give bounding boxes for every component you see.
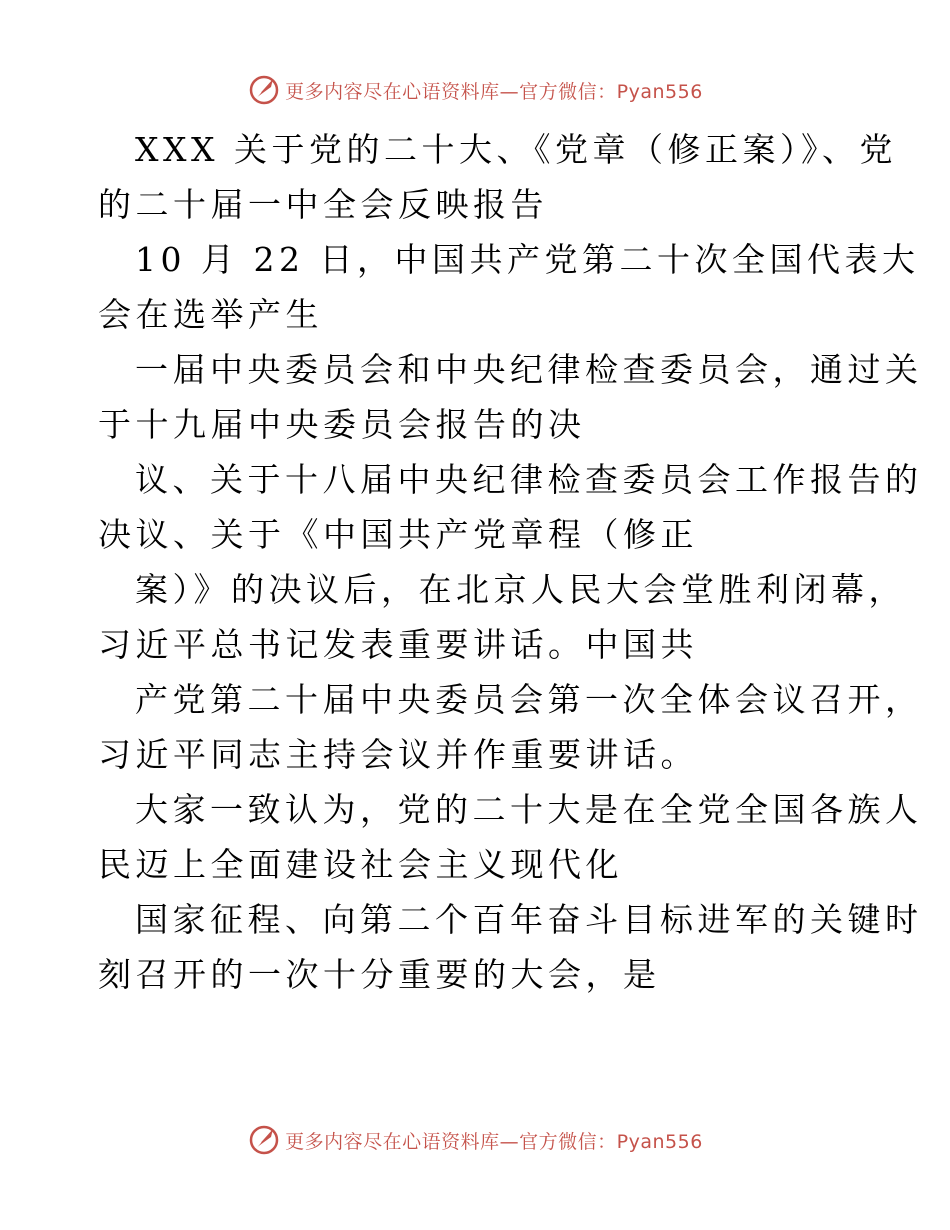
quill-pen-circle-icon xyxy=(247,73,281,107)
footer-watermark xyxy=(0,1120,950,1160)
text-line: 习近平总书记发表重要讲话。中国共 xyxy=(98,625,698,664)
text-line: 于十九届中央委员会报告的决 xyxy=(98,405,586,444)
text-line: 议、关于十八届中央纪律检查委员会工作报告的 xyxy=(135,460,923,499)
text-line: 习近平同志主持会议并作重要讲话。 xyxy=(98,735,698,774)
text-line: 民迈上全面建设社会主义现代化 xyxy=(98,845,623,884)
quill-pen-circle-icon xyxy=(247,1123,281,1157)
text-line: 刻召开的一次十分重要的大会，是 xyxy=(98,955,661,994)
text-line: 的二十届一中全会反映报告 xyxy=(98,185,548,224)
text-line: 决议、关于《中国共产党章程（修正 xyxy=(98,515,698,554)
text-line: 一届中央委员会和中央纪律检查委员会，通过关 xyxy=(135,350,923,389)
text-line: 10 月 22 日，中国共产党第二十次全国代表大 xyxy=(135,240,920,279)
text-line: 大家一致认为，党的二十大是在全党全国各族人 xyxy=(135,790,923,829)
watermark-text: 更多内容尽在心语资料库—官方微信：Pyan556 xyxy=(285,80,703,103)
watermark-text: 更多内容尽在心语资料库—官方微信：Pyan556 xyxy=(285,1130,703,1153)
text-line: 国家征程、向第二个百年奋斗目标进军的关键时 xyxy=(135,900,923,939)
text-line: 产党第二十届中央委员会第一次全体会议召开， xyxy=(135,680,923,719)
document-body xyxy=(98,122,923,1002)
text-line: XXX 关于党的二十大、《党章（修正案）》、党 xyxy=(135,130,897,169)
header-watermark xyxy=(0,70,950,110)
text-line: 案）》的决议后，在北京人民大会堂胜利闭幕， xyxy=(135,570,906,609)
text-line: 会在选举产生 xyxy=(98,295,323,334)
